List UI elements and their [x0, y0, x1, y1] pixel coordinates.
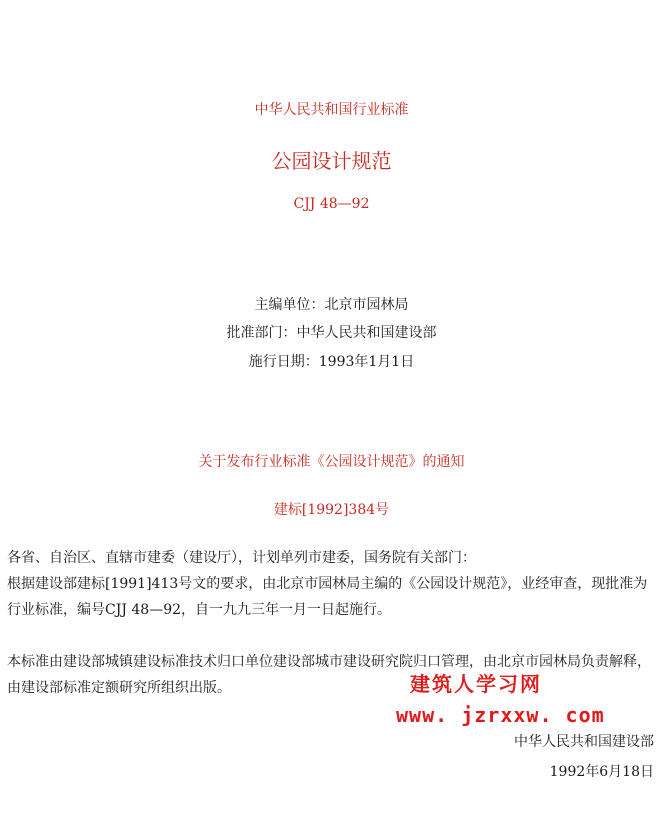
editor-unit: 主编单位：北京市园林局 — [254, 297, 409, 313]
signature-organization: 中华人民共和国建设部 — [514, 734, 654, 750]
document-title: 公园设计规范 — [271, 149, 392, 173]
notice-body-paragraph: 根据建设部建标[1991]413号文的要求，由北京市园林局主编的《公园设计规范》，业经审查，现批准为行业标准，编号CJJ 48—92，自一九九三年一月一日起施行。 — [7, 576, 648, 618]
document-number: 建标[1992]384号 — [273, 502, 390, 518]
effective-date: 施行日期：1993年1月1日 — [248, 354, 415, 370]
notice-management-paragraph: 本标准由建设部城镇建设标准技术归口单位建设部城市建设研究院归口管理，由北京市园林局负责解释，由建设部标准定额研究所组织出版。 — [7, 654, 651, 696]
approving-department: 批准部门：中华人民共和国建设部 — [226, 325, 437, 341]
standard-category: 中华人民共和国行业标准 — [254, 102, 409, 118]
standard-code: CJJ 48—92 — [293, 196, 370, 212]
notice-recipients: 各省、自治区、直辖市建委（建设厅），计划单列市建委，国务院有关部门： — [7, 550, 476, 566]
signature-date: 1992年6月18日 — [549, 764, 654, 780]
watermark-url: www. jzrxxw. com — [396, 703, 605, 727]
watermark-site-name: 建筑人学习网 — [410, 672, 542, 696]
notice-title: 关于发布行业标准《公园设计规范》的通知 — [198, 454, 465, 470]
